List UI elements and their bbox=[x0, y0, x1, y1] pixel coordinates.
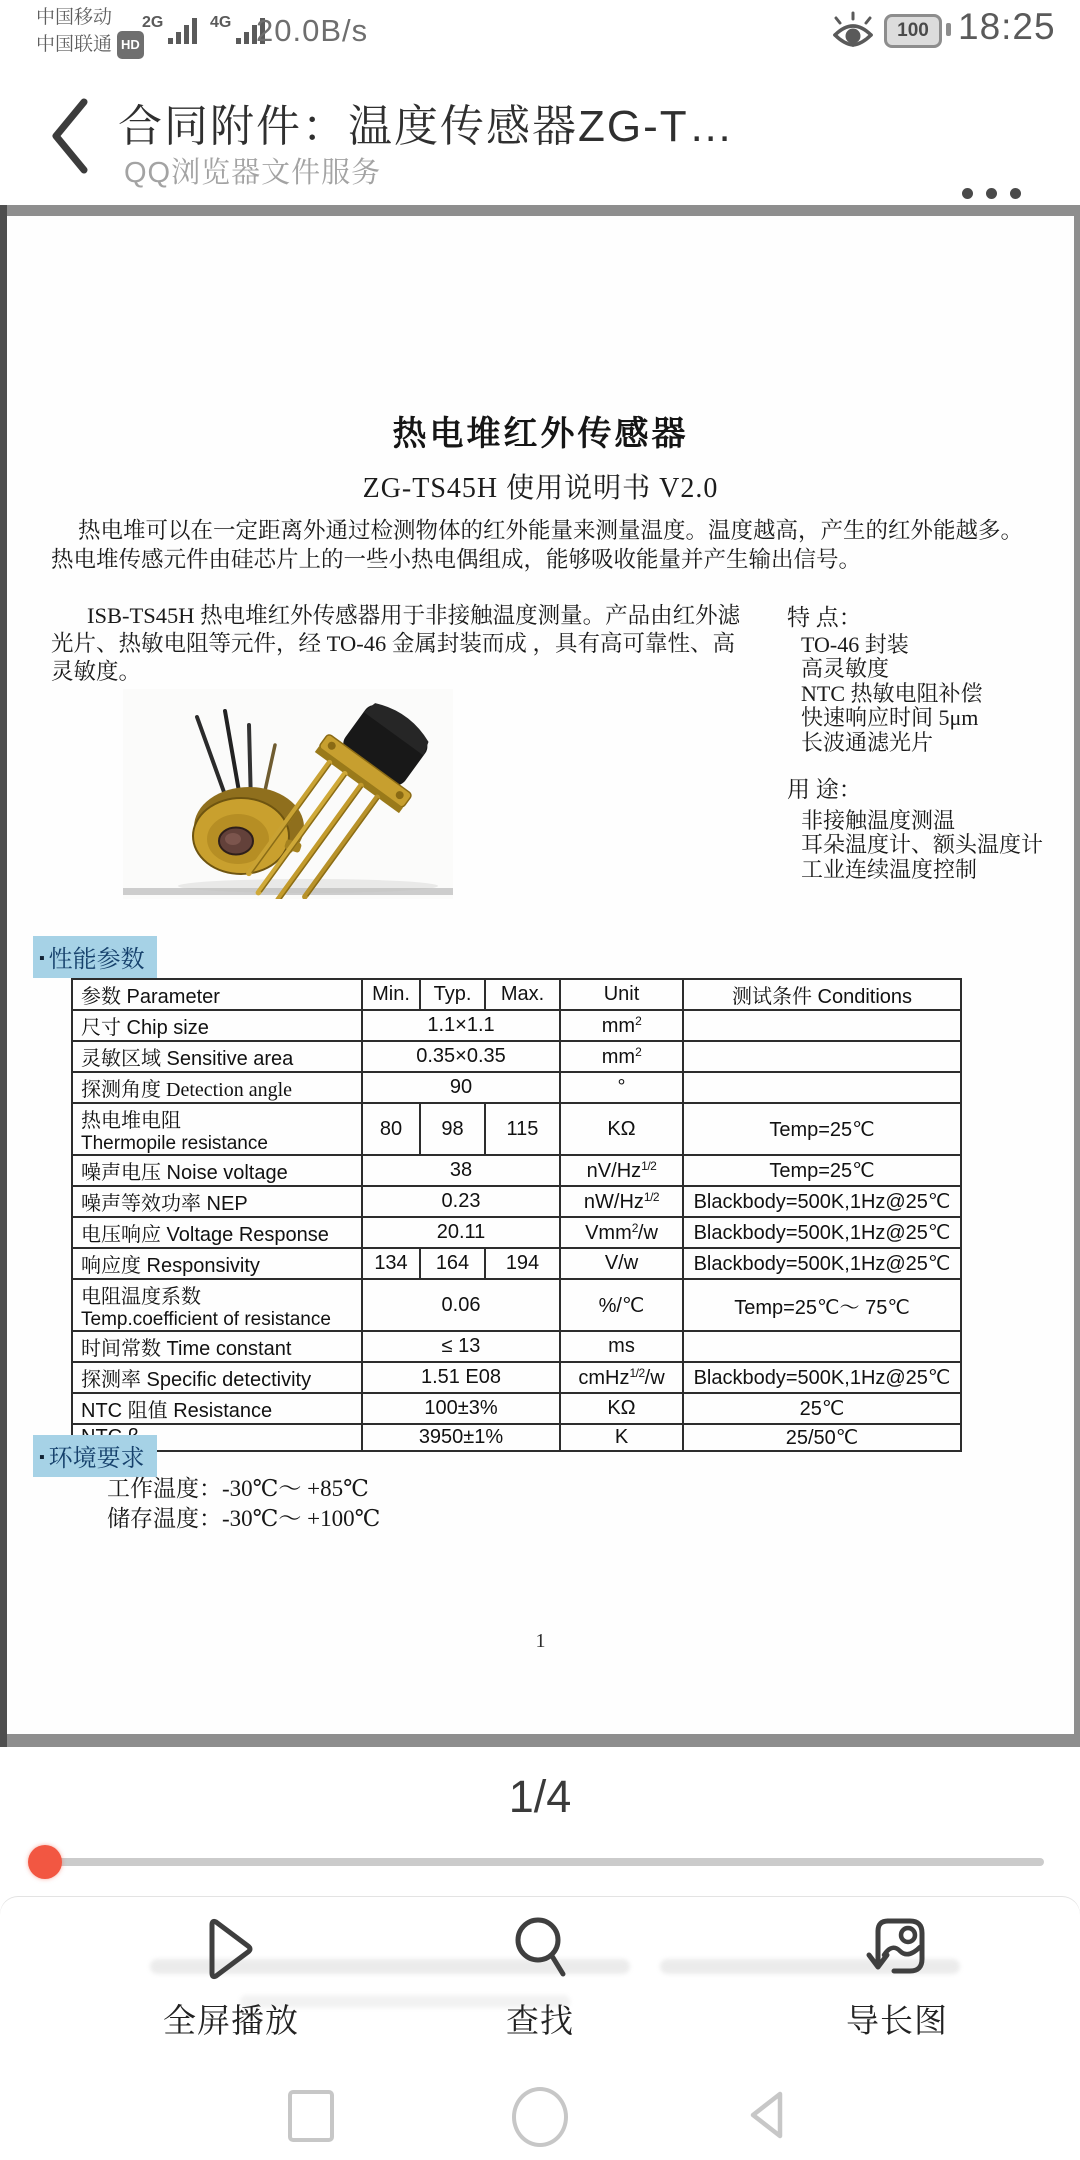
unit-cell: $mm^2$ bbox=[560, 1010, 683, 1041]
play-icon bbox=[116, 1911, 346, 1987]
param-cell: 探测角度 Detection angle bbox=[72, 1072, 362, 1103]
feature-item: TO-46 封装 bbox=[801, 631, 909, 657]
carrier-1: 中国移动 bbox=[36, 7, 113, 28]
carrier-names bbox=[36, 5, 144, 59]
param-cell: 灵敏区域 Sensitive area bbox=[72, 1041, 362, 1072]
condition-cell bbox=[683, 1010, 961, 1041]
network-speed: 20.0B/s bbox=[256, 13, 369, 48]
feature-item: 高灵敏度 bbox=[801, 656, 890, 682]
app-header bbox=[0, 62, 1080, 205]
search-icon bbox=[425, 1911, 655, 1987]
page-slider-thumb[interactable] bbox=[28, 1845, 62, 1879]
back-button[interactable] bbox=[46, 96, 96, 176]
table-row bbox=[72, 1248, 961, 1279]
table-row bbox=[72, 1072, 961, 1103]
condition-cell: 25/50℃ bbox=[683, 1424, 961, 1451]
table-row bbox=[72, 1010, 961, 1041]
use-item: 非接触温度测温 bbox=[801, 807, 956, 833]
env-line: 储存温度：-30℃～ +100℃ bbox=[107, 1506, 381, 1531]
unit-cell: $nV/Hz^{1/2}$ bbox=[560, 1155, 683, 1186]
features-title: 特 点： bbox=[787, 605, 862, 630]
value-cell: 100±3% bbox=[362, 1393, 560, 1424]
condition-cell bbox=[683, 1331, 961, 1362]
doc-page-number: 1 bbox=[535, 1630, 546, 1652]
back-nav-button[interactable] bbox=[742, 2087, 794, 2148]
param-cell: 电压响应 Voltage Response bbox=[72, 1217, 362, 1248]
table-row bbox=[72, 1186, 961, 1217]
condition-cell: Temp=25℃ bbox=[683, 1155, 961, 1186]
table-row bbox=[72, 1155, 961, 1186]
feature-item: 长波通滤光片 bbox=[801, 729, 934, 755]
param-cell: 噪声电压 Noise voltage bbox=[72, 1155, 362, 1186]
value-cell: 20.11 bbox=[362, 1217, 560, 1248]
use-item: 工业连续温度控制 bbox=[801, 856, 978, 882]
feature-item: 快速响应时间 5μm bbox=[801, 705, 979, 731]
param-cell: 时间常数 Time constant bbox=[72, 1331, 362, 1362]
condition-cell bbox=[683, 1072, 961, 1103]
condition-cell: Temp=25℃ bbox=[683, 1103, 961, 1155]
header-min: Min. bbox=[362, 979, 420, 1010]
table-row bbox=[72, 1041, 961, 1072]
header-cond: 测试条件 Conditions bbox=[683, 979, 961, 1010]
condition-cell: Blackbody=500K,1Hz@25℃ bbox=[683, 1362, 961, 1393]
param-cell: 噪声等效功率 NEP bbox=[72, 1186, 362, 1217]
table-row bbox=[72, 1362, 961, 1393]
unit-cell: cmHz$^{1/2}$/w bbox=[560, 1362, 683, 1393]
value-cell: 194 bbox=[485, 1248, 560, 1279]
unit-cell: K bbox=[560, 1424, 683, 1451]
unit-cell: $mm^2$ bbox=[560, 1041, 683, 1072]
table-row bbox=[72, 1393, 961, 1424]
param-cell: 响应度 Responsivity bbox=[72, 1248, 362, 1279]
status-bar bbox=[0, 0, 1080, 62]
page-indicator: 1/4 bbox=[508, 1771, 572, 1822]
value-cell: 3950±1% bbox=[362, 1424, 560, 1451]
environment-requirements bbox=[107, 1474, 380, 1534]
document-viewer[interactable] bbox=[0, 205, 1080, 1747]
back-triangle-icon bbox=[742, 2087, 794, 2143]
value-cell: 115 bbox=[485, 1103, 560, 1155]
battery-nub bbox=[946, 23, 951, 36]
signal-bars-icon bbox=[164, 10, 202, 46]
table-header-row bbox=[72, 979, 961, 1010]
back-chevron-icon bbox=[46, 96, 96, 176]
table-row bbox=[72, 1279, 961, 1331]
hd-badge: HD bbox=[117, 31, 144, 59]
doc-version-line: ZG-TS45H 使用说明书 V2.0 bbox=[362, 473, 719, 504]
uses-block bbox=[787, 778, 1043, 882]
param-cell: 热电堆电阻 Thermopile resistance bbox=[72, 1103, 362, 1155]
value-cell: 164 bbox=[420, 1248, 485, 1279]
header-typ: Typ. bbox=[420, 979, 485, 1010]
home-button[interactable] bbox=[512, 2087, 568, 2147]
pdf-page-1 bbox=[7, 216, 1074, 1734]
export-long-image-button[interactable]: 导长图 bbox=[782, 1911, 1012, 2042]
page-slider-track[interactable] bbox=[44, 1858, 1044, 1866]
more-menu-button[interactable] bbox=[962, 188, 1021, 199]
file-title: 合同附件：温度传感器ZG-T… bbox=[118, 102, 735, 151]
fullscreen-play-button[interactable]: 全屏播放 bbox=[116, 1911, 346, 2042]
value-cell: 80 bbox=[362, 1103, 420, 1155]
performance-section-label: ▪ 性能参数 bbox=[33, 936, 157, 978]
value-cell: 0.06 bbox=[362, 1279, 560, 1331]
carrier-2: 中国联通 HD bbox=[36, 31, 144, 59]
param-cell: 尺寸 Chip size bbox=[72, 1010, 362, 1041]
environment-section-label: ▪ 环境要求 bbox=[33, 1435, 157, 1477]
unit-cell: ms bbox=[560, 1331, 683, 1362]
condition-cell: Temp=25℃～ 75℃ bbox=[683, 1279, 961, 1331]
value-cell: 0.23 bbox=[362, 1186, 560, 1217]
bottom-toolbar bbox=[0, 1897, 1080, 2072]
unit-cell: ° bbox=[560, 1072, 683, 1103]
header-unit: Unit bbox=[560, 979, 683, 1010]
eye-comfort-icon bbox=[830, 11, 876, 56]
unit-cell: V/w bbox=[560, 1248, 683, 1279]
doc-intro-paragraph: 热电堆可以在一定距离外通过检测物体的红外能量来测量温度。温度越高，产生的红外能越多。热电堆传感元件由硅芯片上的一些小热电偶组成，能够吸收能量并产生输出信号。 bbox=[51, 518, 1024, 572]
value-cell: 98 bbox=[420, 1103, 485, 1155]
value-cell: ≤ 13 bbox=[362, 1331, 560, 1362]
condition-cell: Blackbody=500K,1Hz@25℃ bbox=[683, 1217, 961, 1248]
header-max: Max. bbox=[485, 979, 560, 1010]
condition-cell: 25℃ bbox=[683, 1393, 961, 1424]
file-source-subtitle: QQ浏览器文件服务 bbox=[124, 157, 382, 189]
value-cell: 0.35×0.35 bbox=[362, 1041, 560, 1072]
condition-cell bbox=[683, 1041, 961, 1072]
value-cell: 1.1×1.1 bbox=[362, 1010, 560, 1041]
recents-button[interactable] bbox=[288, 2090, 334, 2142]
feature-item: NTC 热敏电阻补偿 bbox=[801, 680, 983, 706]
uses-title: 用 途： bbox=[787, 777, 862, 802]
sensor-product-photo bbox=[123, 689, 453, 899]
unit-cell: KΩ bbox=[560, 1103, 683, 1155]
param-cell: 探测率 Specific detectivity bbox=[72, 1362, 362, 1393]
table-row bbox=[72, 1217, 961, 1248]
condition-cell: Blackbody=500K,1Hz@25℃ bbox=[683, 1186, 961, 1217]
param-cell: 电阻温度系数 Temp.coefficient of resistance bbox=[72, 1279, 362, 1331]
unit-cell: $nW/Hz^{1/2}$ bbox=[560, 1186, 683, 1217]
unit-cell: KΩ bbox=[560, 1393, 683, 1424]
value-cell: 90 bbox=[362, 1072, 560, 1103]
param-cell: NTC 阻值 Resistance bbox=[72, 1393, 362, 1424]
unit-cell: %/℃ bbox=[560, 1279, 683, 1331]
header-param: 参数 Parameter bbox=[72, 979, 362, 1010]
signal-4g: 4G bbox=[210, 10, 270, 46]
status-time: 18:25 bbox=[958, 6, 1056, 47]
doc-product-description: ISB-TS45H 热电堆红外传感器用于非接触温度测量。产品由红外滤光片、热敏电阻等元件，经 TO-46 金属封装而成 ，具有高可靠性、高灵敏度。 bbox=[51, 603, 741, 684]
unit-cell: Vmm$^2$/w bbox=[560, 1217, 683, 1248]
doc-title: 热电堆红外传感器 bbox=[392, 416, 689, 453]
battery-icon: 100 bbox=[884, 14, 942, 48]
env-line: 工作温度：-30℃～ +85℃ bbox=[107, 1476, 369, 1501]
value-cell: 134 bbox=[362, 1248, 420, 1279]
value-cell: 1.51 E08 bbox=[362, 1362, 560, 1393]
table-row bbox=[72, 1103, 961, 1155]
signal-2g: 2G bbox=[142, 10, 202, 46]
find-button[interactable]: 查找 bbox=[425, 1911, 655, 2042]
use-item: 耳朵温度计、额头温度计 bbox=[801, 832, 1044, 858]
export-long-image-icon bbox=[782, 1911, 1012, 1987]
page-indicator-panel bbox=[0, 1747, 1080, 1897]
android-nav-bar bbox=[0, 2072, 1080, 2160]
performance-table bbox=[71, 978, 962, 1452]
value-cell: 38 bbox=[362, 1155, 560, 1186]
viewer-edge bbox=[0, 205, 7, 1747]
condition-cell: Blackbody=500K,1Hz@25℃ bbox=[683, 1248, 961, 1279]
table-row bbox=[72, 1424, 961, 1451]
features-block bbox=[787, 606, 983, 756]
table-row bbox=[72, 1331, 961, 1362]
